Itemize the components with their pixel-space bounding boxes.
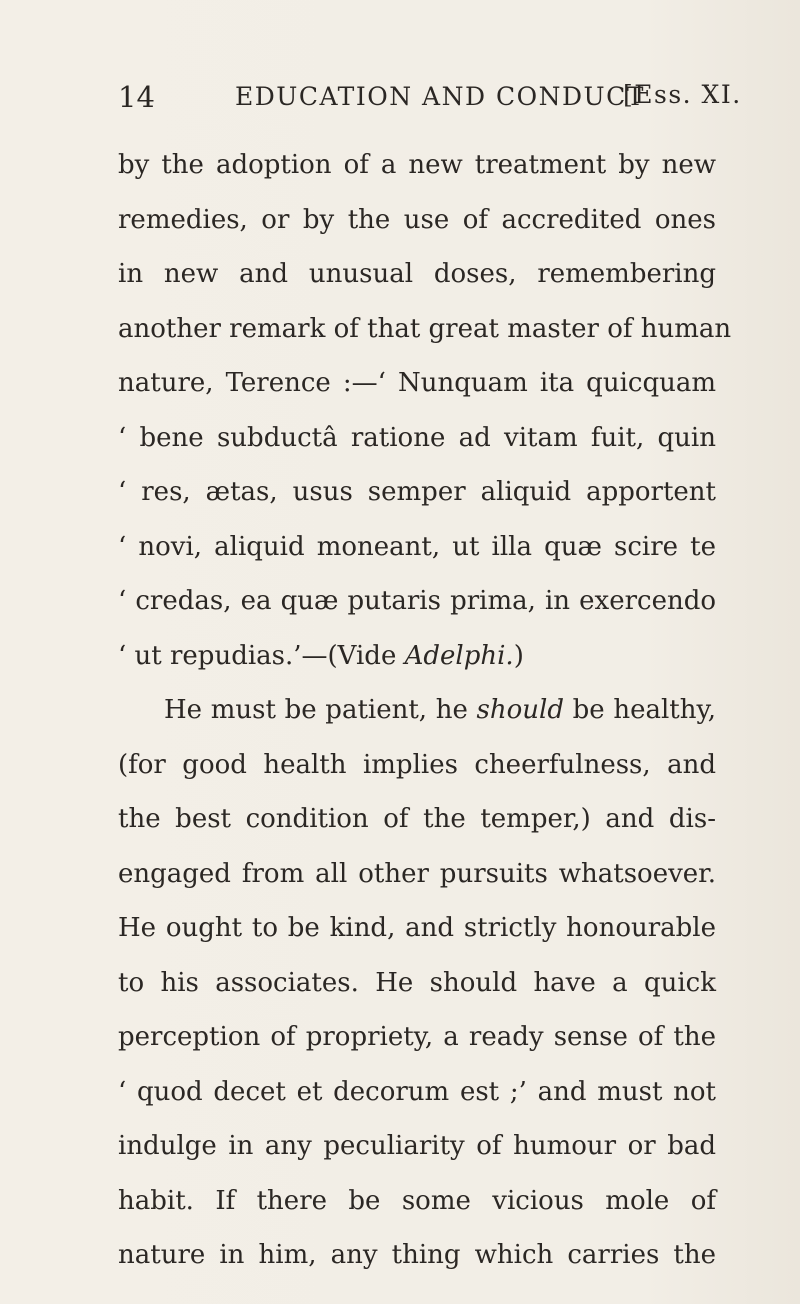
- text-line: (for good health implies cheerfulness, and: [118, 749, 716, 780]
- text-run: He must be patient, he: [164, 695, 468, 725]
- text-line: another remark of that great master of human: [118, 313, 732, 344]
- paragraph-start-line: [118, 683, 716, 738]
- text-line: He ought to be kind, and strictly honourable: [118, 913, 716, 943]
- page-number: 14: [118, 80, 155, 114]
- text-line: in new and unusual doses, remembering: [118, 259, 716, 289]
- text-line: to his associates. He should have a quick: [118, 967, 716, 998]
- text-line: ‘ quod decet et decorum est ;’ and must not: [118, 1076, 716, 1107]
- text-line: ‘ res, ætas, usus semper aliquid apportent: [118, 477, 716, 507]
- text-line: habit. If there be some vicious mole of: [118, 1185, 716, 1216]
- text-line: the best condition of the temper,) and dis-: [118, 804, 716, 834]
- text-run: ‘ ut repudias.’—(Vide: [118, 640, 405, 671]
- italic-emphasis: should: [476, 695, 564, 725]
- italic-title: Adelphi.: [404, 640, 514, 671]
- text-line: ‘ credas, ea quæ putaris prima, in exercendo: [118, 586, 716, 616]
- text-line: ‘ novi, aliquid moneant, ut illa quæ scire te: [118, 531, 716, 562]
- body-text: [118, 138, 732, 1283]
- text-line: perception of propriety, a ready sense of the: [118, 1022, 716, 1052]
- text-line: remedies, or by the use of accredited ones: [118, 204, 716, 235]
- text-line: engaged from all other pursuits whatsoever.: [118, 858, 716, 889]
- text-line: indulge in any peculiarity of humour or bad: [118, 1131, 716, 1161]
- text-line: nature, Terence :—‘ Nunquam ita quicquam: [118, 368, 716, 398]
- running-head: [118, 80, 742, 120]
- text-run: ): [513, 640, 524, 671]
- text-line: ‘ bene subductâ ratione ad vitam fuit, quin: [118, 422, 716, 453]
- text-line: nature in him, any thing which carries the: [118, 1240, 716, 1270]
- text-run: be healthy,: [563, 695, 716, 725]
- running-title: EDUCATION AND CONDUCT: [235, 82, 645, 111]
- text-line: by the adoption of a new treatment by new: [118, 150, 716, 180]
- essay-reference: [Ess. XI.: [623, 80, 742, 109]
- text-line-quote-end: [118, 629, 716, 684]
